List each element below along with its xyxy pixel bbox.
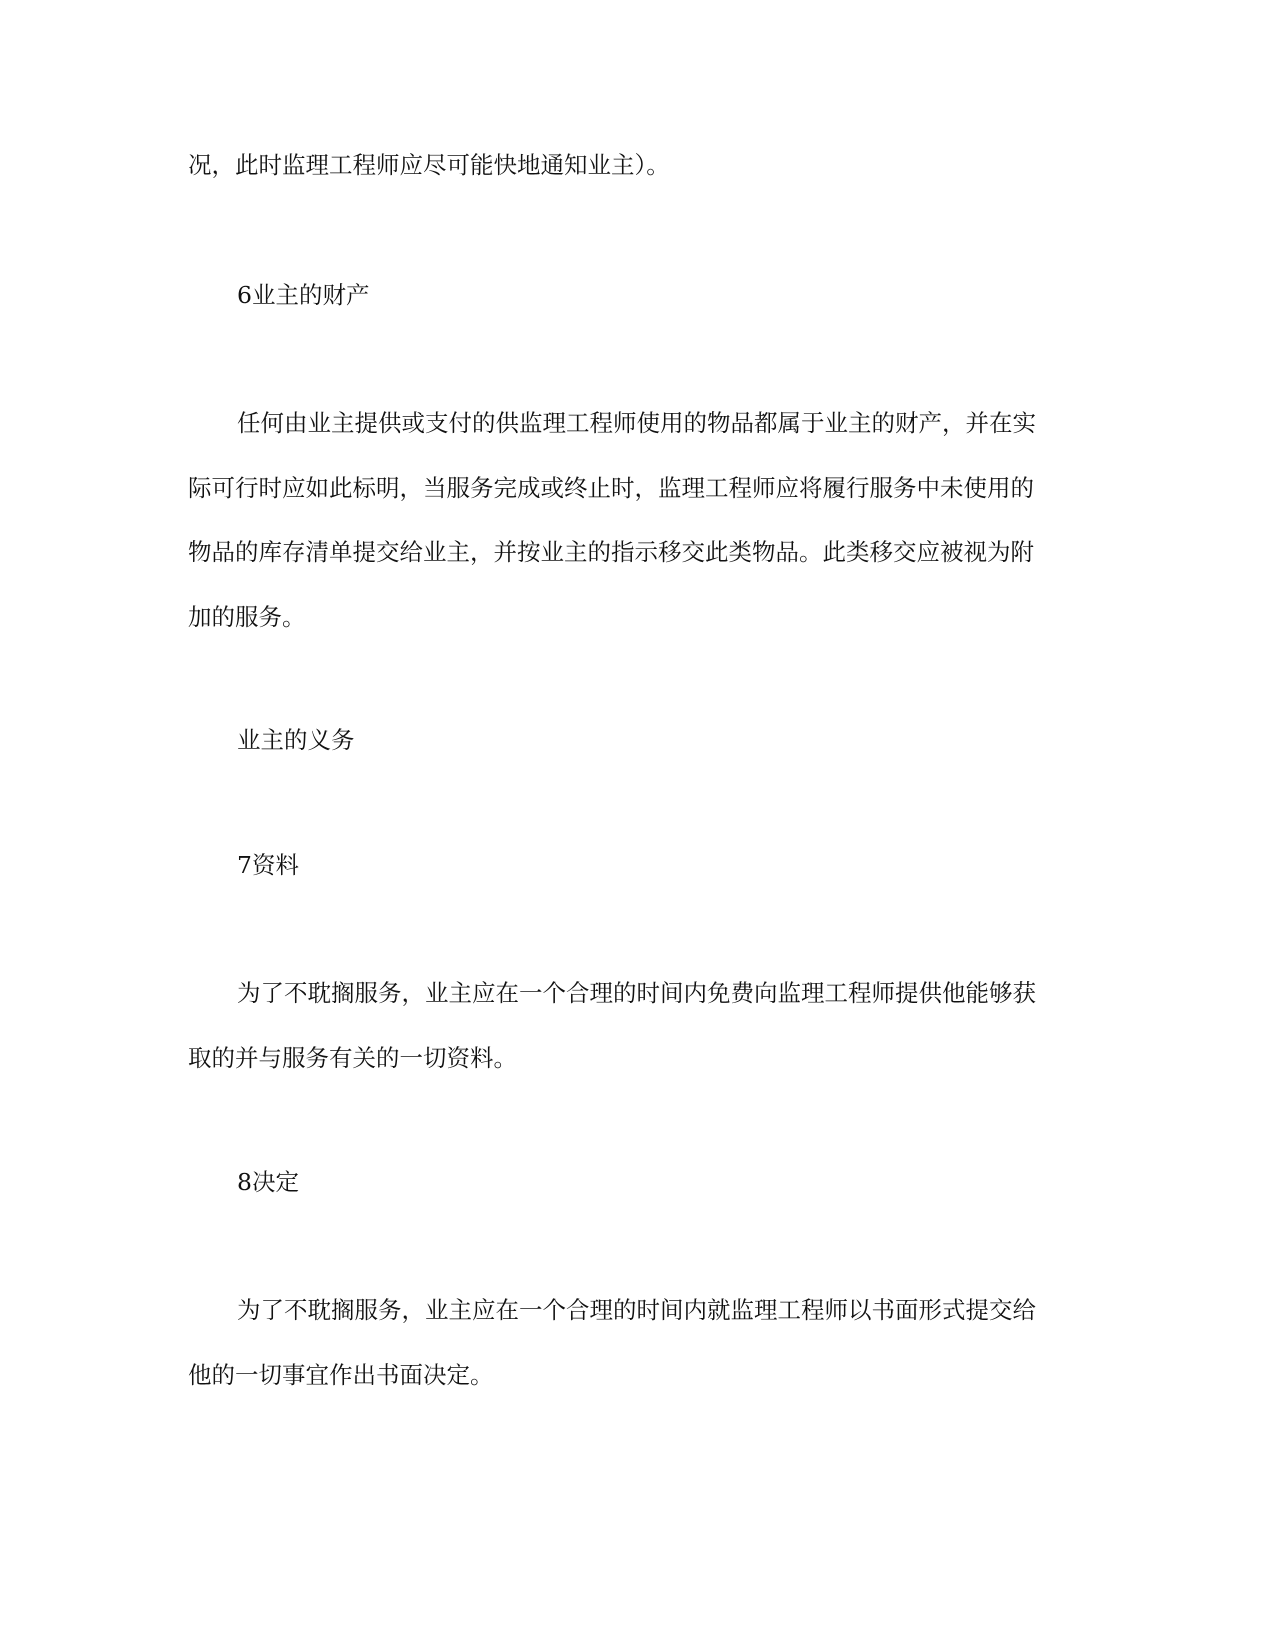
paragraph-line: 为了不耽搁服务，业主应在一个合理的时间内就监理工程师以书面形式提交给 [237,1296,1036,1324]
section-heading-owner-obligations: 业主的义务 [237,726,355,754]
paragraph-line: 际可行时应如此标明，当服务完成或终止时，监理工程师应将履行服务中未使用的 [188,474,1034,502]
paragraph-line: 取的并与服务有关的一切资料。 [188,1044,517,1072]
section-heading-8: 8决定 [237,1168,299,1196]
paragraph-line: 他的一切事宜作出书面决定。 [188,1361,494,1389]
section-heading-7: 7资料 [237,851,299,879]
paragraph-continuation-line: 况，此时监理工程师应尽可能快地通知业主）。 [188,151,670,179]
section-heading-6: 6业主的财产 [237,281,370,309]
paragraph-line: 为了不耽搁服务，业主应在一个合理的时间内免费向监理工程师提供他能够获 [237,979,1036,1007]
paragraph-line: 加的服务。 [188,603,306,631]
paragraph-line: 任何由业主提供或支付的供监理工程师使用的物品都属于业主的财产，并在实 [237,409,1036,437]
paragraph-line: 物品的库存清单提交给业主，并按业主的指示移交此类物品。此类移交应被视为附 [188,538,1034,566]
